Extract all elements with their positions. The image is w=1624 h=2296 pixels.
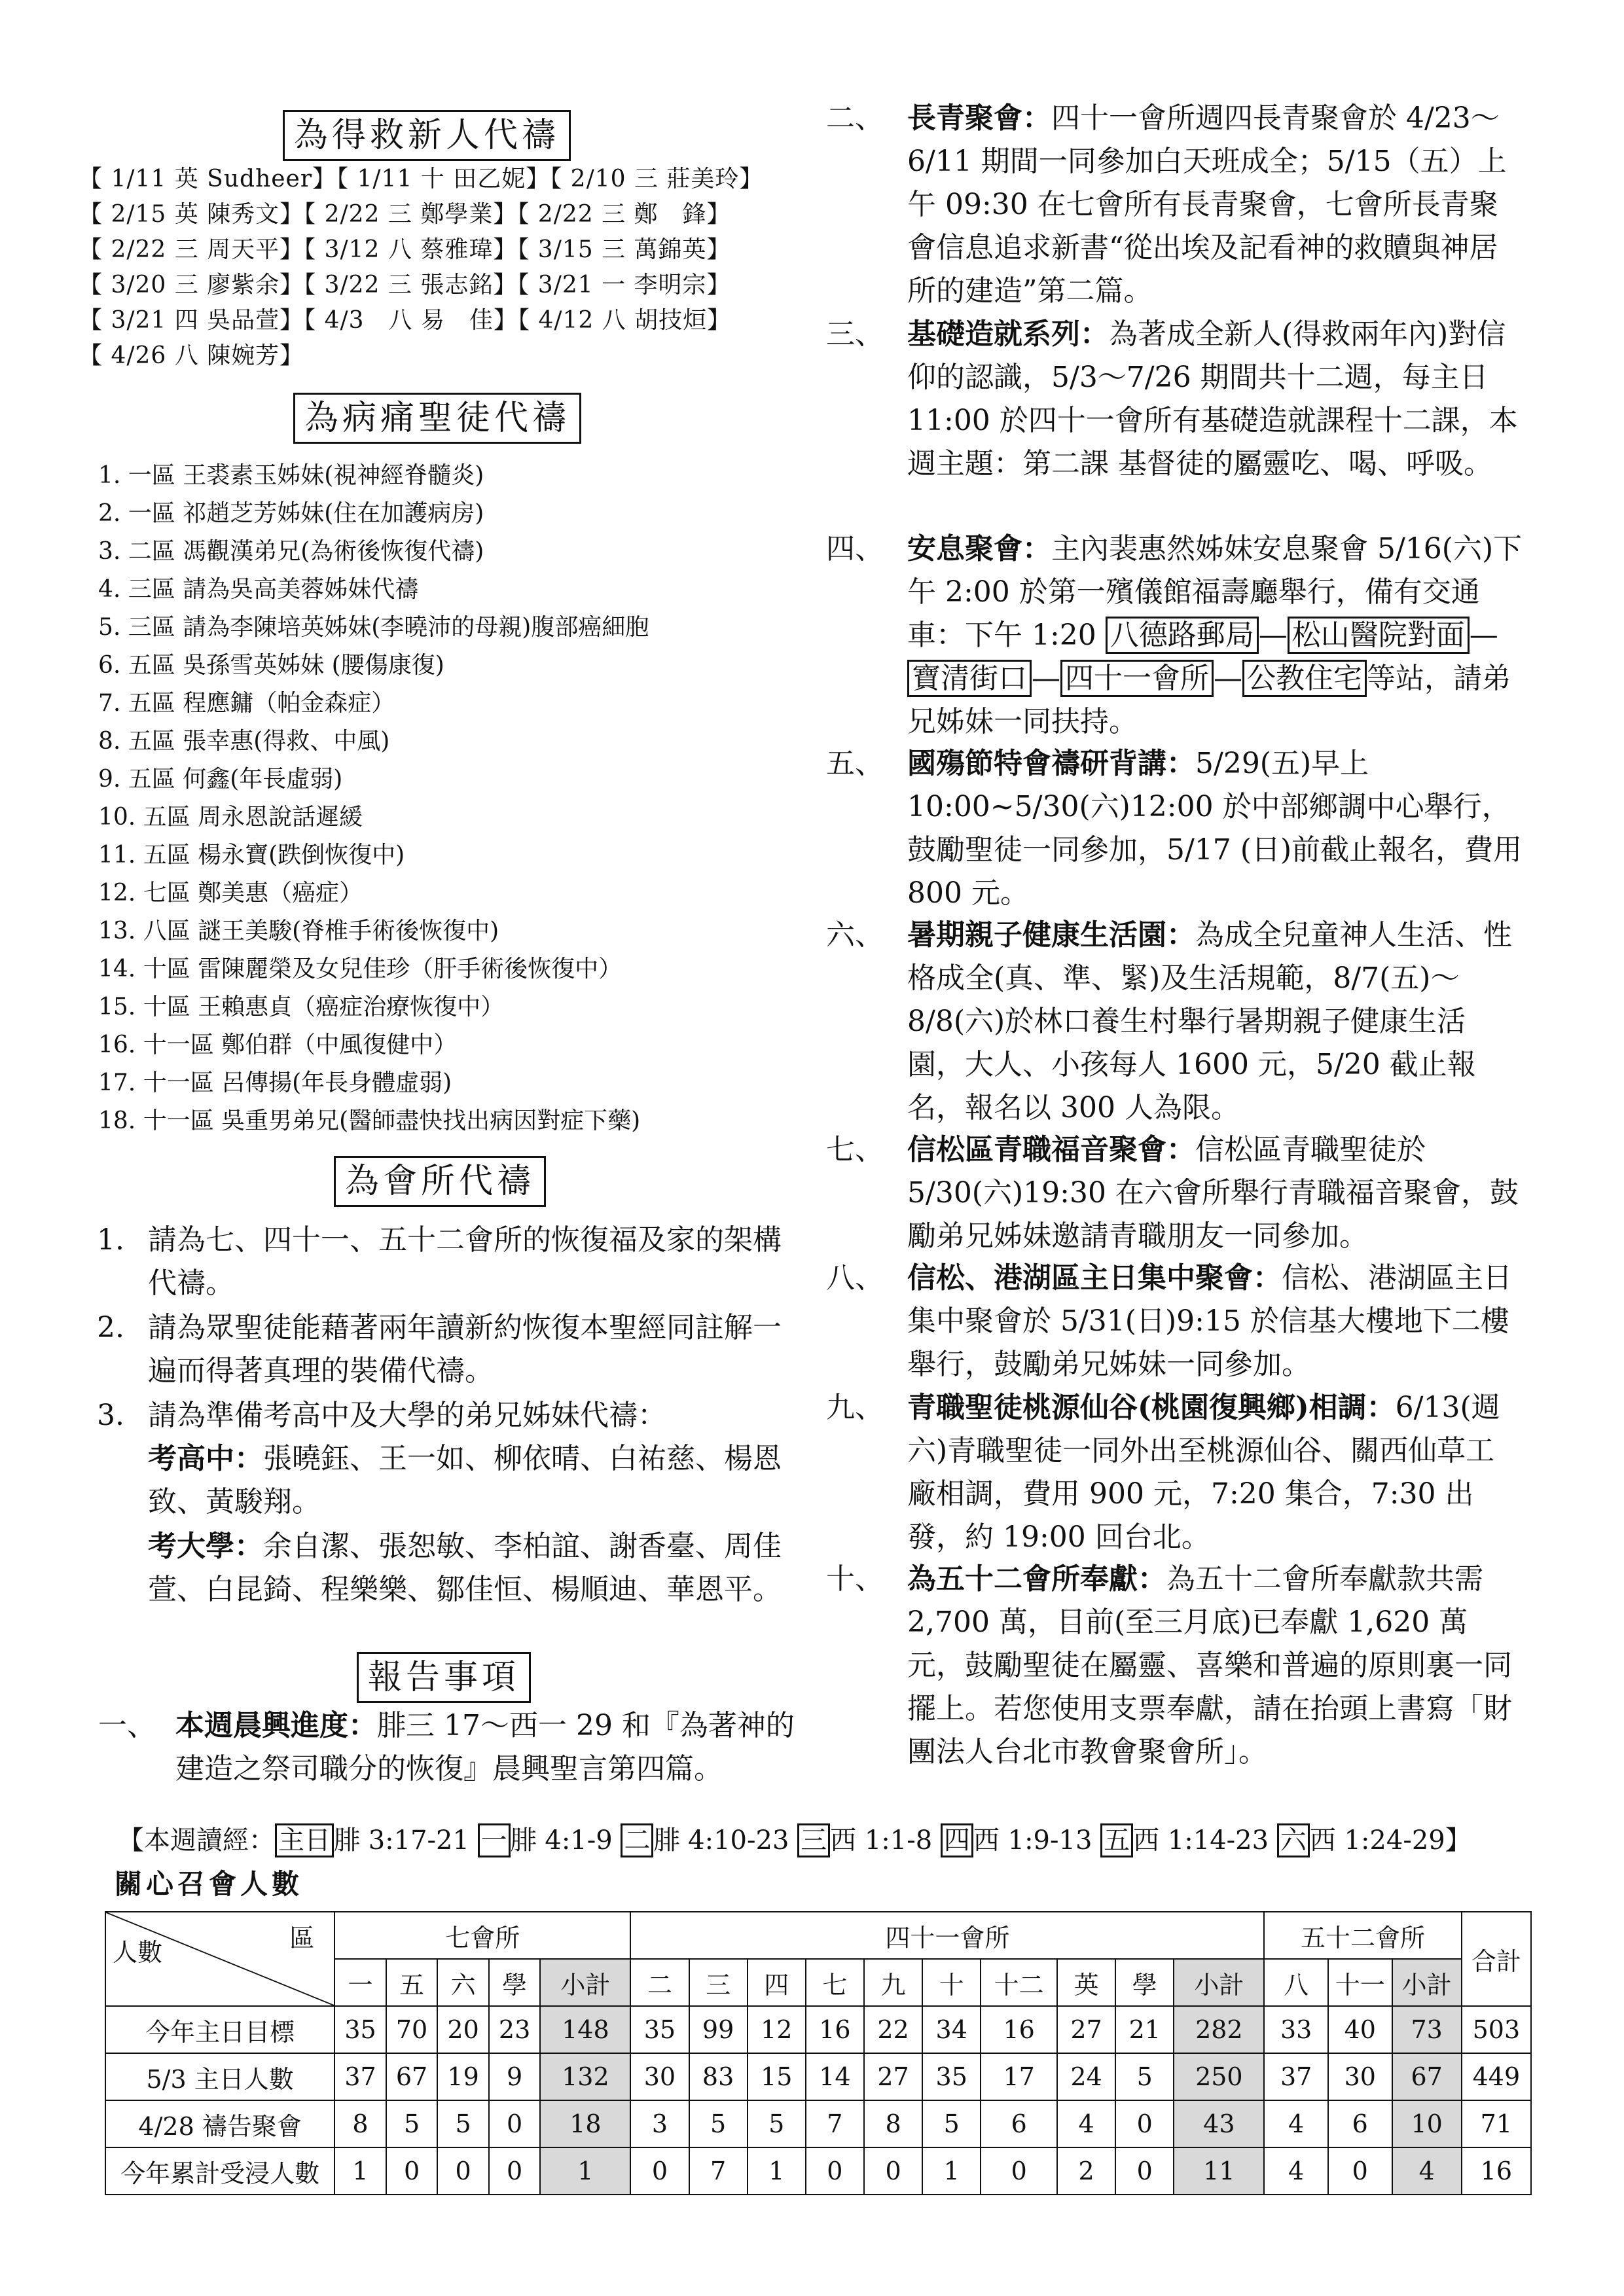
table-row — [105, 2100, 1531, 2147]
table-cell: 449 — [1462, 2053, 1531, 2100]
exam-university-names: 余自潔、張恕敏、李柏誼、謝香臺、周佳萱、白昆錡、程樂樂、鄒佳恒、楊順迪、華恩平。 — [148, 1530, 782, 1606]
report-item-body: 6/13(週六)青職聖徒一同外出至桃源仙谷、關西仙草工廠相調，費用 900 元，7:20 集合，7:30 出發，約 19:00 回台北。 — [907, 1391, 1500, 1554]
table-cell: 1 — [922, 2147, 981, 2195]
report-item-text — [907, 1257, 1523, 1386]
table-cell: 8 — [334, 2100, 386, 2147]
table-cell: 67 — [1392, 2053, 1462, 2100]
reading-day: 四 — [941, 1823, 973, 1857]
corner-header — [105, 1912, 334, 2006]
table-cell: 30 — [1328, 2053, 1392, 2100]
row-label: 今年累計受浸人數 — [105, 2147, 334, 2195]
table-cell: 1 — [540, 2147, 630, 2195]
attendance-table — [105, 1911, 1532, 2195]
report-item-number: 五、 — [826, 747, 884, 780]
table-row — [105, 2053, 1531, 2100]
sick-item: 9. 五區 何鑫(年長虛弱) — [98, 766, 343, 793]
table-cell: 37 — [1264, 2053, 1328, 2100]
report-item-heading: 信松區青職福音聚會： — [907, 1133, 1195, 1166]
report-item-number: 九、 — [826, 1391, 884, 1424]
report-item-number: 一、 — [98, 1709, 156, 1742]
sick-item: 2. 一區 祁趙芝芳姊妹(住在加護病房) — [98, 500, 484, 527]
sick-item: 8. 五區 張幸惠(得救、中風) — [98, 728, 390, 755]
table-cell: 4 — [1057, 2100, 1115, 2147]
hall-item-text: 請為眾聖徒能藉著兩年讀新約恢復本聖經同註解一遍而得著真理的裝備代禱。 — [148, 1311, 782, 1388]
reading-suffix: 】 — [1445, 1825, 1471, 1856]
report-item-body: 四十一會所週四長青聚會於 4/23～6/11 期間一同參加白天班成全；5/15（五）上午 09:30 在七會所有長青聚會，七會所長青聚會信息追求新書“從出埃及記看神的救贖與神居所的建造”第二篇。 — [907, 101, 1507, 308]
hall-item-text: 請為七、四十一、五十二會所的恢復福及家的架構代禱。 — [148, 1223, 782, 1300]
table-cell: 0 — [489, 2100, 541, 2147]
hall-item-text: 請為準備考高中及大學的弟兄姊妹代禱： — [148, 1399, 666, 1432]
sick-item: 6. 五區 吳孫雪英姊妹 (腰傷康復) — [98, 652, 444, 679]
hall-title: 為會所代禱 — [334, 1156, 546, 1207]
report-item-body: 為成全兒童神人生活、性格成全(真、準、緊)及生活規範，8/7(五)～8/8(六)於林口養生村舉行暑期親子健康生活園，大人、小孩每人 1600 元，5/20 截止報名，報名以 300 人為限。 — [907, 918, 1512, 1124]
reading-prefix: 【本週讀經： — [118, 1825, 275, 1856]
bus-stop-separator: — — [1214, 662, 1242, 695]
table-cell: 1 — [748, 2147, 806, 2195]
table-cell: 5 — [748, 2100, 806, 2147]
exam-highschool — [148, 1437, 803, 1524]
sick-item: 12. 七區 鄭美惠（癌症） — [98, 880, 363, 906]
bus-stop-5: 公教住宅 — [1242, 660, 1367, 697]
report-item-body: 5/29(五)早上 10:00~5/30(六)12:00 於中部鄉調中心舉行，鼓勵聖徒一同參加，5/17 (日)前截止報名，費用 800 元。 — [907, 747, 1523, 910]
report-title: 報告事項 — [357, 1652, 531, 1703]
bus-stop-1: 八德路郵局 — [1106, 617, 1259, 654]
hall-item-number: 1. — [97, 1223, 124, 1257]
table-cell: 27 — [1057, 2006, 1115, 2053]
table-cell: 5 — [922, 2100, 981, 2147]
table-cell: 40 — [1328, 2006, 1392, 2053]
group-header: 四十一會所 — [630, 1912, 1264, 1959]
table-cell: 35 — [922, 2053, 981, 2100]
bus-stop-separator: — — [1258, 619, 1288, 652]
column-header: 小計 — [540, 1959, 630, 2006]
bus-stop-separator: — — [1469, 619, 1498, 652]
table-cell: 7 — [806, 2100, 864, 2147]
report-item-heading: 暑期親子健康生活園： — [907, 918, 1195, 952]
table-cell: 10 — [1392, 2100, 1462, 2147]
table-cell: 16 — [1462, 2147, 1531, 2195]
group-header: 五十二會所 — [1264, 1912, 1461, 1959]
table-cell: 5 — [437, 2100, 489, 2147]
report-item-text — [907, 313, 1523, 486]
sick-item: 10. 五區 周永恩說話遲緩 — [98, 804, 363, 831]
report-item-text — [907, 528, 1523, 744]
report-item-text — [907, 742, 1523, 915]
sick-item: 4. 三區 請為吳高美蓉姊妹代禱 — [98, 576, 419, 603]
exam-university-label: 考大學： — [148, 1530, 263, 1563]
table-cell: 30 — [630, 2053, 689, 2100]
salvation-line: 【 3/20 三 廖紫余】【 3/22 三 張志銘】【 3/21 一 李明宗】 — [79, 272, 731, 298]
bus-stop-4: 四十一會所 — [1060, 660, 1214, 697]
table-cell: 4 — [1392, 2147, 1462, 2195]
report-item-number: 七、 — [826, 1133, 884, 1166]
table-cell: 0 — [864, 2147, 922, 2195]
salvation-title: 為得救新人代禱 — [283, 110, 571, 161]
bus-stop-3: 寶清街口 — [907, 660, 1032, 697]
row-label: 5/3 主日人數 — [105, 2053, 334, 2100]
table-cell: 7 — [689, 2147, 748, 2195]
table-cell: 5 — [386, 2100, 438, 2147]
table-cell: 33 — [1264, 2006, 1328, 2053]
report-item-heading: 青職聖徒桃源仙谷(桃園復興鄉)相調： — [907, 1391, 1396, 1424]
bus-stop-separator: — — [1032, 662, 1060, 695]
report-item-number: 十、 — [826, 1562, 884, 1596]
column-header: 學 — [489, 1959, 541, 2006]
table-cell: 83 — [689, 2053, 748, 2100]
report-item-number: 二、 — [826, 101, 884, 135]
table-cell: 70 — [386, 2006, 438, 2053]
row-label: 今年主日目標 — [105, 2006, 334, 2053]
table-cell: 503 — [1462, 2006, 1531, 2053]
report-item-body: 信松區青職聖徒於 5/30(六)19:30 在六會所舉行青職福音聚會，鼓勵弟兄姊妹邀請青職朋友一同參加。 — [907, 1133, 1519, 1253]
column-header: 十一 — [1328, 1959, 1392, 2006]
column-header: 五 — [386, 1959, 438, 2006]
salvation-line: 【 2/22 三 周天平】【 3/12 八 蔡雅瑋】【 3/15 三 萬錦英】 — [79, 236, 731, 263]
report-item-text — [907, 1558, 1523, 1774]
table-cell: 34 — [922, 2006, 981, 2053]
report-item-text — [907, 914, 1523, 1130]
hall-item-number: 2. — [97, 1311, 124, 1344]
report-item-heading: 基礎造就系列： — [907, 317, 1109, 351]
corner-bottom-label: 人數 — [113, 1938, 163, 1967]
sick-item: 18. 十一區 吳重男弟兄(醫師盡快找出病因對症下藥) — [98, 1107, 641, 1134]
table-cell: 0 — [630, 2147, 689, 2195]
report-item-heading: 本週晨興進度： — [175, 1709, 377, 1742]
report-item-body: 主內裴惠然姊妹安息聚會 5/16(六)下午 2:00 於第一殯儀館福壽廳舉行，備有交通車：下午 1:20 — [907, 532, 1523, 652]
sick-item: 13. 八區 謎王美駿(脊椎手術後恢復中) — [98, 918, 499, 944]
table-cell: 5 — [689, 2100, 748, 2147]
report-item-text — [175, 1704, 804, 1791]
column-header: 三 — [689, 1959, 748, 2006]
exam-highschool-label: 考高中： — [148, 1442, 263, 1475]
sick-item: 11. 五區 楊永寶(跌倒恢復中) — [98, 842, 405, 869]
table-cell: 0 — [806, 2147, 864, 2195]
sick-item: 3. 二區 馮觀漢弟兄(為術後恢復代禱) — [98, 538, 484, 565]
table-cell: 0 — [437, 2147, 489, 2195]
sick-item: 14. 十區 雷陳麗榮及女兒佳珍（肝手術後恢復中） — [98, 956, 623, 982]
table-cell: 148 — [540, 2006, 630, 2053]
table-cell: 4 — [1264, 2147, 1328, 2195]
report-item-heading: 安息聚會： — [907, 532, 1051, 565]
table-cell: 71 — [1462, 2100, 1531, 2147]
table-cell: 2 — [1057, 2147, 1115, 2195]
column-header: 四 — [748, 1959, 806, 2006]
table-cell: 37 — [334, 2053, 386, 2100]
table-cell: 1 — [334, 2147, 386, 2195]
column-header: 六 — [437, 1959, 489, 2006]
table-cell: 15 — [748, 2053, 806, 2100]
table-cell: 0 — [981, 2147, 1057, 2195]
column-header: 八 — [1264, 1959, 1328, 2006]
table-cell: 43 — [1174, 2100, 1264, 2147]
table-cell: 35 — [334, 2006, 386, 2053]
sick-item: 1. 一區 王裘素玉姊妹(視神經脊髓炎) — [98, 462, 484, 489]
salvation-line: 【 2/15 英 陳秀文】【 2/22 三 鄭學業】【 2/22 三 鄭 鋒】 — [79, 201, 731, 228]
report-item-body: 信松、港湖區主日集中聚會於 5/31(日)9:15 於信基大樓地下二樓舉行，鼓勵弟兄姊妹一同參加。 — [907, 1261, 1512, 1381]
table-cell: 23 — [489, 2006, 541, 2053]
table-cell: 6 — [981, 2100, 1057, 2147]
row-label: 4/28 禱告聚會 — [105, 2100, 334, 2147]
group-header: 七會所 — [334, 1912, 630, 1959]
column-header: 七 — [806, 1959, 864, 2006]
table-cell: 67 — [386, 2053, 438, 2100]
table-cell: 27 — [864, 2053, 922, 2100]
column-header: 九 — [864, 1959, 922, 2006]
sick-item: 7. 五區 程應鏞（帕金森症） — [98, 690, 395, 717]
reading-day: 三 — [797, 1823, 830, 1857]
exam-university — [148, 1525, 803, 1611]
table-cell: 35 — [630, 2006, 689, 2053]
salvation-line: 【 4/26 八 陳婉芳】 — [79, 342, 304, 369]
column-header: 英 — [1057, 1959, 1115, 2006]
report-item-text — [907, 1128, 1523, 1258]
reading-passage: 西 1:14-23 — [1133, 1825, 1277, 1856]
table-cell: 0 — [1115, 2147, 1174, 2195]
table-cell: 6 — [1328, 2100, 1392, 2147]
attendance-title: 關心召會人數 — [115, 1868, 304, 1900]
table-cell: 18 — [540, 2100, 630, 2147]
bus-stop-2: 松山醫院對面 — [1288, 617, 1470, 654]
column-header: 一 — [334, 1959, 386, 2006]
report-item-body: 腓三 17～西一 29 和『為著神的建造之祭司職分的恢復』晨興聖言第四篇。 — [175, 1709, 795, 1785]
table-cell: 19 — [437, 2053, 489, 2100]
table-row — [105, 2006, 1531, 2053]
table-cell: 99 — [689, 2006, 748, 2053]
table-cell: 20 — [437, 2006, 489, 2053]
sick-item: 15. 十區 王賴惠貞（癌症治療恢復中） — [98, 994, 505, 1020]
table-cell: 3 — [630, 2100, 689, 2147]
table-cell: 16 — [981, 2006, 1057, 2053]
report-item-number: 六、 — [826, 918, 884, 952]
salvation-line: 【 1/11 英 Sudheer】【 1/11 十 田乙妮】【 2/10 三 莊美玲】 — [79, 166, 764, 192]
report-item-number: 四、 — [826, 532, 884, 565]
column-header: 小計 — [1392, 1959, 1462, 2006]
reading-passage: 西 1:1-8 — [830, 1825, 941, 1856]
reading-day: 二 — [621, 1823, 653, 1857]
report-item-text — [907, 1386, 1523, 1559]
table-cell: 282 — [1174, 2006, 1264, 2053]
attendance-body — [105, 2006, 1531, 2195]
sick-title: 為病痛聖徒代禱 — [293, 393, 581, 444]
table-cell: 16 — [806, 2006, 864, 2053]
report-item-heading: 信松、港湖區主日集中聚會： — [907, 1261, 1282, 1295]
sick-item: 16. 十一區 鄭伯群（中風復健中） — [98, 1031, 458, 1058]
reading-day: 五 — [1100, 1823, 1133, 1857]
total-header: 合計 — [1462, 1912, 1531, 2006]
weekly-reading — [118, 1821, 1471, 1860]
column-header: 十二 — [981, 1959, 1057, 2006]
reading-passage: 腓 4:1-9 — [510, 1825, 621, 1856]
table-cell: 0 — [386, 2147, 438, 2195]
report-item-heading: 國殤節特會禱研背講： — [907, 747, 1195, 780]
column-header: 學 — [1115, 1959, 1174, 2006]
table-cell: 4 — [1264, 2100, 1328, 2147]
table-cell: 250 — [1174, 2053, 1264, 2100]
table-cell: 22 — [864, 2006, 922, 2053]
report-item-body: 為五十二會所奉獻款共需 2,700 萬，目前(至三月底)已奉獻 1,620 萬元，鼓勵聖徒在屬靈、喜樂和普遍的原則裏一同擺上。若您使用支票奉獻，請在抬頭上書寫「財團法人台北市教會聚會所」。 — [907, 1562, 1512, 1768]
table-cell: 14 — [806, 2053, 864, 2100]
salvation-line: 【 3/21 四 吳品萱】【 4/3 八 易 佳】【 4/12 八 胡技烜】 — [79, 307, 732, 334]
report-item-number: 三、 — [826, 317, 884, 351]
table-cell: 21 — [1115, 2006, 1174, 2053]
reading-passage: 腓 3:17-21 — [334, 1825, 478, 1856]
table-cell: 17 — [981, 2053, 1057, 2100]
column-header: 十 — [922, 1959, 981, 2006]
sick-item: 17. 十一區 呂傳揚(年長身體虛弱) — [98, 1069, 452, 1096]
reading-day: 主日 — [275, 1823, 334, 1857]
reading-day: 一 — [478, 1823, 511, 1857]
table-cell: 9 — [489, 2053, 541, 2100]
exam-highschool-names: 張曉鈺、王一如、柳依晴、白祐慈、楊恩致、黃駿翔。 — [148, 1442, 782, 1518]
report-item-body-end: 等站，請弟兄姊妹一同扶持。 — [907, 662, 1511, 738]
report-item-number: 八、 — [826, 1261, 884, 1295]
report-item-text — [907, 97, 1523, 313]
table-row — [105, 2147, 1531, 2195]
reading-passage: 西 1:24-29 — [1309, 1825, 1445, 1856]
hall-item-number: 3. — [97, 1399, 124, 1432]
table-cell: 0 — [1115, 2100, 1174, 2147]
report-item-heading: 為五十二會所奉獻： — [907, 1562, 1166, 1596]
report-item-heading: 長青聚會： — [907, 101, 1051, 135]
table-cell: 8 — [864, 2100, 922, 2147]
table-cell: 132 — [540, 2053, 630, 2100]
table-cell: 5 — [1115, 2053, 1174, 2100]
reading-passage: 西 1:9-13 — [973, 1825, 1101, 1856]
table-cell: 12 — [748, 2006, 806, 2053]
sick-item: 5. 三區 請為李陳培英姊妹(李曉沛的母親)腹部癌細胞 — [98, 614, 649, 641]
table-cell: 0 — [1328, 2147, 1392, 2195]
table-cell: 24 — [1057, 2053, 1115, 2100]
report-item-body: 為著成全新人(得救兩年內)對信仰的認識，5/3～7/26 期間共十二週，每主日 11:00 於四十一會所有基礎造就課程十二課，本週主題：第二課 基督徒的屬靈吃、喝、呼吸。 — [907, 317, 1518, 480]
table-cell: 73 — [1392, 2006, 1462, 2053]
reading-passage: 腓 4:10-23 — [653, 1825, 798, 1856]
table-cell: 0 — [489, 2147, 541, 2195]
table-cell: 11 — [1174, 2147, 1264, 2195]
column-header: 小計 — [1174, 1959, 1264, 2006]
corner-top-label: 區 — [289, 1924, 315, 1952]
reading-day: 六 — [1277, 1823, 1310, 1857]
column-header: 二 — [630, 1959, 689, 2006]
